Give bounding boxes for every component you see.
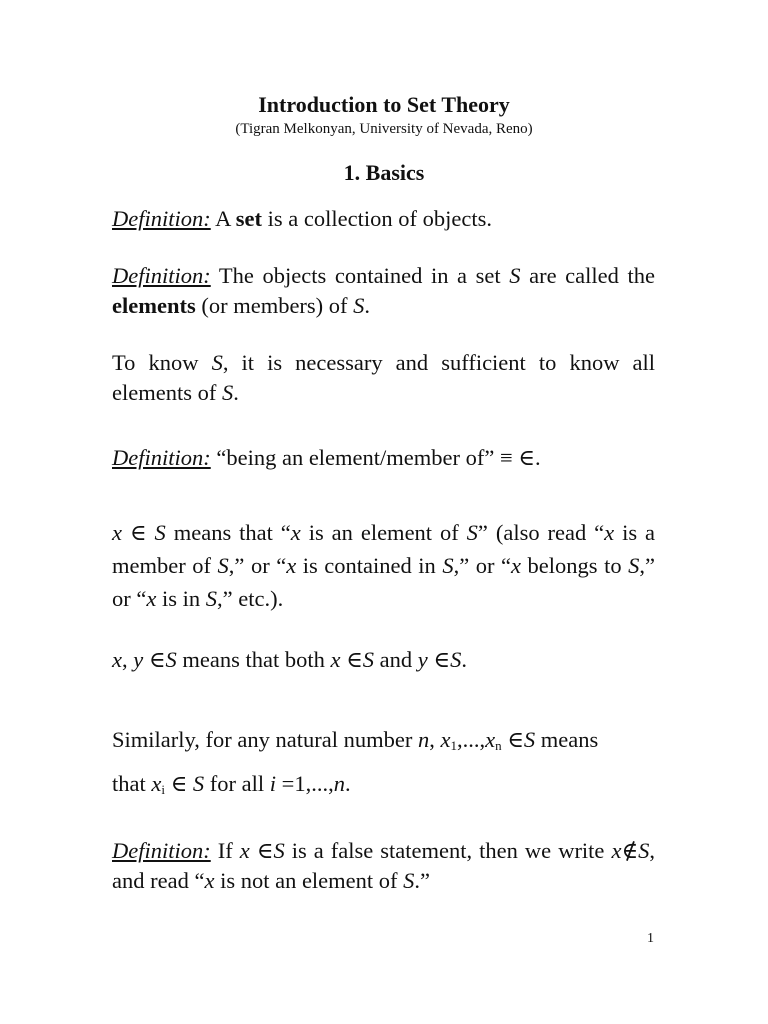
definition-membership-symbol: Definition: “being an element/member of” ≡ ∈. (112, 445, 541, 470)
document-author-line: (Tigran Melkonyan, University of Nevada, Reno) (235, 121, 533, 137)
document-title: Introduction to Set Theory (258, 92, 510, 117)
definition-not-element: Definition: If x ∈S is a false statement, then we write x∉S, and read “x is not an element of S.” (112, 838, 655, 893)
paragraph-know-set: To know S, it is necessary and sufficient to know all elements of S. (112, 350, 655, 405)
paragraph-natural-number: Similarly, for any natural number n, $x_1,...,x_n$ ∈S means that $x_i$ ∈ S for all i =1,...,n. (112, 727, 599, 797)
definition-label: Definition: (112, 445, 211, 470)
paragraph-membership: x ∈ S means that “x is an element of S” (also read “x is a member of S,” or “x is contained in S,” or “x belongs to S,” or “x is in S,” etc.). (112, 520, 656, 611)
definition-label: Definition: (112, 263, 211, 288)
definition-elements: Definition: The objects contained in a set S are called the elements (or members) of S. (112, 263, 655, 318)
definition-set: Definition: A set is a collection of objects. (112, 206, 492, 231)
definition-label: Definition: (112, 838, 211, 863)
page-number: 1 (647, 931, 654, 946)
paragraph-both-elements: x, y ∈S means that both x ∈S and y ∈S. (112, 647, 467, 672)
definition-label: Definition: (112, 206, 211, 231)
section-heading: 1. Basics (343, 160, 425, 185)
